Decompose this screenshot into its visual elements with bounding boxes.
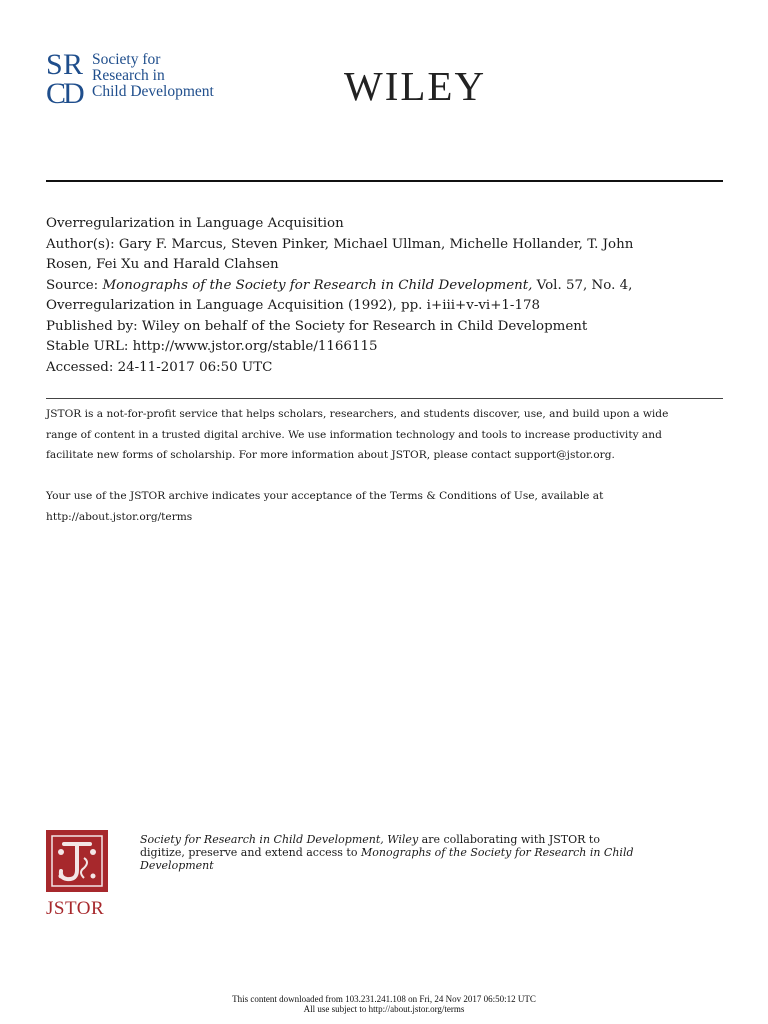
collab-line (140, 833, 700, 846)
source-line: Overregularization in Language Acquisition (1992), pp. i+iii+v-vi+1-178 (46, 298, 541, 313)
footer-terms: All use subject to http://about.jstor.org/terms (303, 1004, 465, 1014)
footer-download-info: This content downloaded from 103.231.241.108 on Fri, 24 Nov 2017 06:50:12 UTC (232, 994, 536, 1004)
collab-partners: Society for Research in Child Development, Wiley (140, 833, 419, 846)
citation-block (46, 214, 736, 378)
srcd-letter-d: D (63, 77, 85, 106)
jstor-emblem-icon (46, 830, 108, 892)
srcd-letter-c: C (46, 77, 67, 106)
jstor-wordmark: JSTOR (46, 898, 105, 919)
collab-journal: Development (140, 859, 214, 872)
srcd-name-line: Child Development (92, 83, 214, 100)
published-by: Published by: Wiley on behalf of the Society for Research in Child Development (46, 318, 588, 334)
top-divider (46, 180, 723, 182)
source-volume: Vol. 57, No. 4, (532, 277, 633, 293)
collab-line (140, 846, 700, 859)
srcd-letter-s: S (46, 48, 63, 81)
srcd-name-line: Research in (92, 67, 165, 84)
download-footer (0, 994, 768, 1014)
authors-line: Author(s): Gary F. Marcus, Steven Pinker, Michael Ullman, Michelle Hollander, T. John (46, 236, 634, 252)
collab-text: are collaborating with JSTOR to (418, 833, 600, 846)
collab-journal: Monographs of the Society for Research in Child (360, 846, 634, 859)
notice-line: JSTOR is a not-for-profit service that helps scholars, researchers, and students discover, use, and build upon a wide (46, 408, 669, 420)
wiley-logo (344, 63, 487, 109)
srcd-name (92, 52, 214, 100)
source-journal: Monographs of the Society for Research in Child Development, (102, 277, 533, 293)
collaboration-statement (140, 833, 700, 872)
notice-line: range of content in a trusted digital archive. We use information technology and tools to increase productivity and (46, 428, 662, 441)
source-label: Source: (46, 277, 103, 293)
srcd-letter-r: R (63, 48, 84, 81)
notice-line: facilitate new forms of scholarship. For more information about JSTOR, please contact support@jstor.org. (46, 449, 615, 461)
srcd-logo (46, 48, 236, 110)
source-line (46, 276, 736, 297)
middle-divider (46, 398, 723, 399)
terms-link[interactable]: http://about.jstor.org/terms (46, 510, 193, 523)
jstor-notice (46, 404, 736, 466)
collab-text: digitize, preserve and extend access to (140, 846, 361, 859)
stable-url-link[interactable]: Stable URL: http://www.jstor.org/stable/1166115 (46, 339, 378, 354)
jstor-logo (46, 830, 110, 920)
accessed-date: Accessed: 24-11-2017 06:50 UTC (46, 359, 273, 375)
authors-line: Rosen, Fei Xu and Harald Clahsen (46, 257, 279, 272)
terms-notice (46, 486, 736, 527)
srcd-name-line: Society for (92, 51, 161, 68)
terms-line: Your use of the JSTOR archive indicates your acceptance of the Terms & Conditions of Use, available at (46, 490, 604, 502)
article-title: Overregularization in Language Acquisition (46, 216, 344, 231)
srcd-monogram-icon (46, 48, 94, 106)
wiley-wordmark: WILEY (344, 63, 487, 109)
